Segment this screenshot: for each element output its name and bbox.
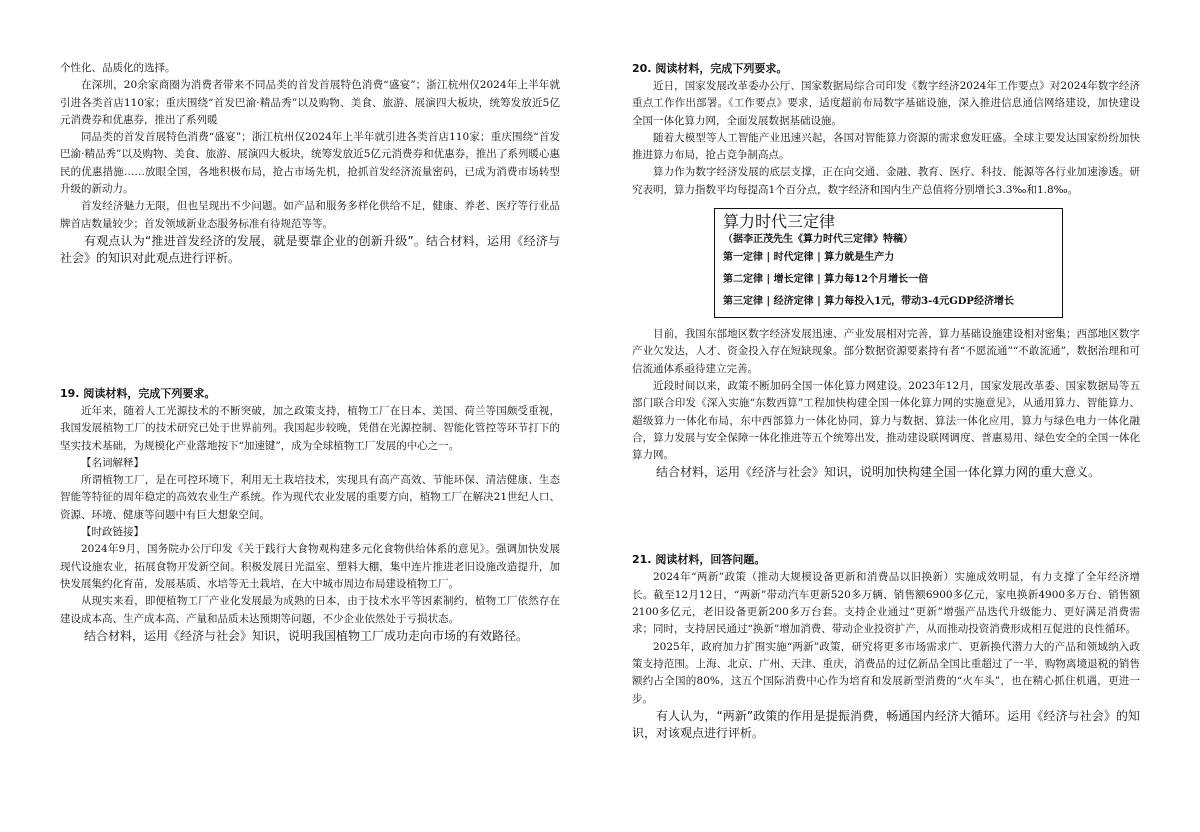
q20-paragraph-4: 目前，我国东部地区数字经济发展迅速、产业发展相对完善，算力基础设施建设相对密集；西部地区数字产业欠发达，人才、资金投入存在短缺现象。部分数据资源要素持有者“不愿流通”“不敢流通”，数据治理和可信流通体系亟待建立完善。 <box>632 328 1140 375</box>
box-subtitle: （据李正茂先生《算力时代三定律》特稿） <box>723 234 913 246</box>
q20-prompt: 结合材料，运用《经济与社会》知识，说明加快构建全国一体化算力网的重大意义。 <box>656 465 1101 480</box>
intro-paragraph-3: 首发经济魅力无限，但也呈现出不少问题。如产品和服务多样化供给不足，健康、养老、医疗等行业品牌首店数量较少；首发领域新业态服务标准有待规范等等。 <box>60 200 560 230</box>
q19-heading: 19. 阅读材料，完成下列要求。 <box>60 386 216 400</box>
q19-paragraph-2: 所谓植物工厂，是在可控环境下，利用无土栽培技术，实现具有高产高效、节能环保、清洁健康、生态智能等特征的周年稳定的高效农业生产系统。作为现代农业发展的重要方向，植物工厂在解决21世纪人口、资源、环境、健康等问题中有巨大想象空间。 <box>60 474 560 521</box>
q19-prompt: 结合材料，运用《经济与社会》知识，说明我国植物工厂成功走向市场的有效路径。 <box>84 628 529 643</box>
left-column <box>60 60 560 645</box>
computing-power-laws-box <box>714 208 1063 318</box>
q19-paragraph-4: 从现实来看，即便植物工厂产业化发展最为成熟的日本，由于技术水平等因素制约，植物工厂依然存在建设成本高、生产成本高、产量和品质未达预期等问题，不少企业依然处于亏损状态。 <box>60 595 560 625</box>
box-law-2: 第二定律 | 增长定律 | 算力每12个月增长一倍 <box>723 274 929 286</box>
q18-prompt: 有观点认为“推进首发经济的发展，就是要靠企业的创新升级”。结合材料，运用《经济与社会》的知识对此观点进行评析。 <box>60 233 560 265</box>
intro-paragraph-2: 同品类的首发首展特色消费“盛宴”；浙江杭州仅2024年上半年就引进各类首店110家；重庆围绕“首发巴渝·精品秀”以及购物、美食、旅游、展演四大板块，统筹发放近5亿元消费券和优惠券，推出了系列暖心惠民的优惠措施……放眼全国，各地积极布局，抢占市场先机，抢抓首发经济流量密码，已成为消费市场转型升级的新动力。 <box>60 131 560 196</box>
q19-tag-policy-link: 【时政链接】 <box>81 526 144 539</box>
q19-paragraph-1: 近年来，随着人工光源技术的不断突破，加之政策支持，植物工厂在日本、美国、荷兰等国颇受重视，我国发展植物工厂的技术研究已处于世界前列。我国起步较晚，凭借在光源控制、智能化管控等环节打下的坚实技术基础，为规模化产业落地按下“加速键”，成为全球植物工厂发展的中心之一。 <box>60 404 560 452</box>
q21-paragraph-2: 2025年，政府加力扩围实施“两新”政策，研究将更多市场需求广、更新换代潜力大的产品和领域纳入政策支持范围。上海、北京、广州、天津、重庆，消费品的过亿新品全国比重超过了一半，购物离境退税的销售额约占全国的80%，这五个国际消费中心作为培育和发展新型消费的“火车头”，也在精心抓住机遇，更进一步。 <box>632 640 1140 705</box>
q20-paragraph-1: 近日，国家发展改革委办公厅、国家数据局综合司印发《数字经济2024年工作要点》对2024年数字经济重点工作作出部署。《工作要点》要求，适度超前布局数字基础设施，深入推进信息通信网络建设，加快建设全国一体化算力网，全面发展数据基础设施。 <box>632 80 1140 127</box>
box-title: 算力时代三定律 <box>723 212 836 232</box>
box-law-3: 第三定律 | 经济定律 | 算力每投入1元，带动3-4元GDP经济增长 <box>723 296 1014 308</box>
q20-heading: 20. 阅读材料，完成下列要求。 <box>632 62 788 75</box>
q19-tag-definition: 【名词解释】 <box>81 456 144 469</box>
q21-paragraph-1: 2024年“两新”政策（推动大规模设备更新和消费品以旧换新）实施成效明显，有力支撑了全年经济增长。截至12月12日，“两新”带动汽车更新520多万辆、销售额6900多亿元，家电换新4900多万台、销售额2100多亿元，老旧设备更新200多万台套。支持企业通过“更新”增强产品迭代升级能力、更好满足消费需求；同时，支持居民通过“换新”增加消费、带动企业投资扩产，从而推动投资消费形成相互促进的良性循环。 <box>632 571 1140 636</box>
q21-prompt: 有人认为，“两新”政策的作用是提振消费，畅通国内经济大循环。运用《经济与社会》的知识，对该观点进行评析。 <box>632 708 1140 740</box>
right-column <box>632 60 1140 742</box>
q19-paragraph-3: 2024年9月，国务院办公厅印发《关于践行大食物观构建多元化食物供给体系的意见》。强调加快发展现代设施农业，拓展食物开发新空间。积极发展日光温室、塑料大棚，集中连片推进老旧设施改造提升，加快发展集约化育苗，发展基质、水培等无土栽培，在大中城市周边布局建设植物工厂。 <box>60 543 560 590</box>
intro-paragraph-0: 个性化、品质化的选择。 <box>60 62 176 74</box>
intro-paragraph-1: 在深圳，20余家商圈为消费者带来不同品类的首发首展特色消费“盛宴”；浙江杭州仅2024年上半年就引进各类首店110家；重庆围绕“首发巴渝·精品秀”以及购物、美食、旅游、展演四大板块，统筹发放近5亿元消费券和优惠券，推出了系列暖 <box>60 79 560 126</box>
q20-paragraph-5: 近段时间以来，政策不断加码全国一体化算力网建设。2023年12月，国家发展改革委、国家数据局等五部门联合印发《深入实施“东数西算”工程加快构建全国一体化算力网的实施意见》，从通用算力、智能算力、超级算力一体化布局，东中西部算力一体化协同，算力与数据、算法一体化应用，算力与绿色电力一体化融合，算力发展与安全保障一体化推进等五个统筹出发，推动建设联网调度、普惠易用、绿色安全的全国一体化算力网。 <box>632 379 1140 462</box>
q20-paragraph-3: 算力作为数字经济发展的底层支撑，正在向交通、金融、教育、医疗、科技、能源等各行业加速渗透。研究表明，算力指数平均每提高1个百分点，数字经济和国内生产总值将分别增长3.3‰和1.8‰。 <box>632 166 1140 196</box>
box-law-1: 第一定律 | 时代定律 | 算力就是生产力 <box>723 252 895 264</box>
q20-paragraph-2: 随着大模型等人工智能产业迅速兴起，各国对智能算力资源的需求愈发旺盛。全球主要发达国家纷纷加快推进算力布局，抢占竞争制高点。 <box>632 131 1140 162</box>
answer-space-20 <box>632 481 1140 551</box>
answer-space-18 <box>60 267 560 385</box>
q21-heading: 21. 阅读材料，回答问题。 <box>632 553 766 567</box>
